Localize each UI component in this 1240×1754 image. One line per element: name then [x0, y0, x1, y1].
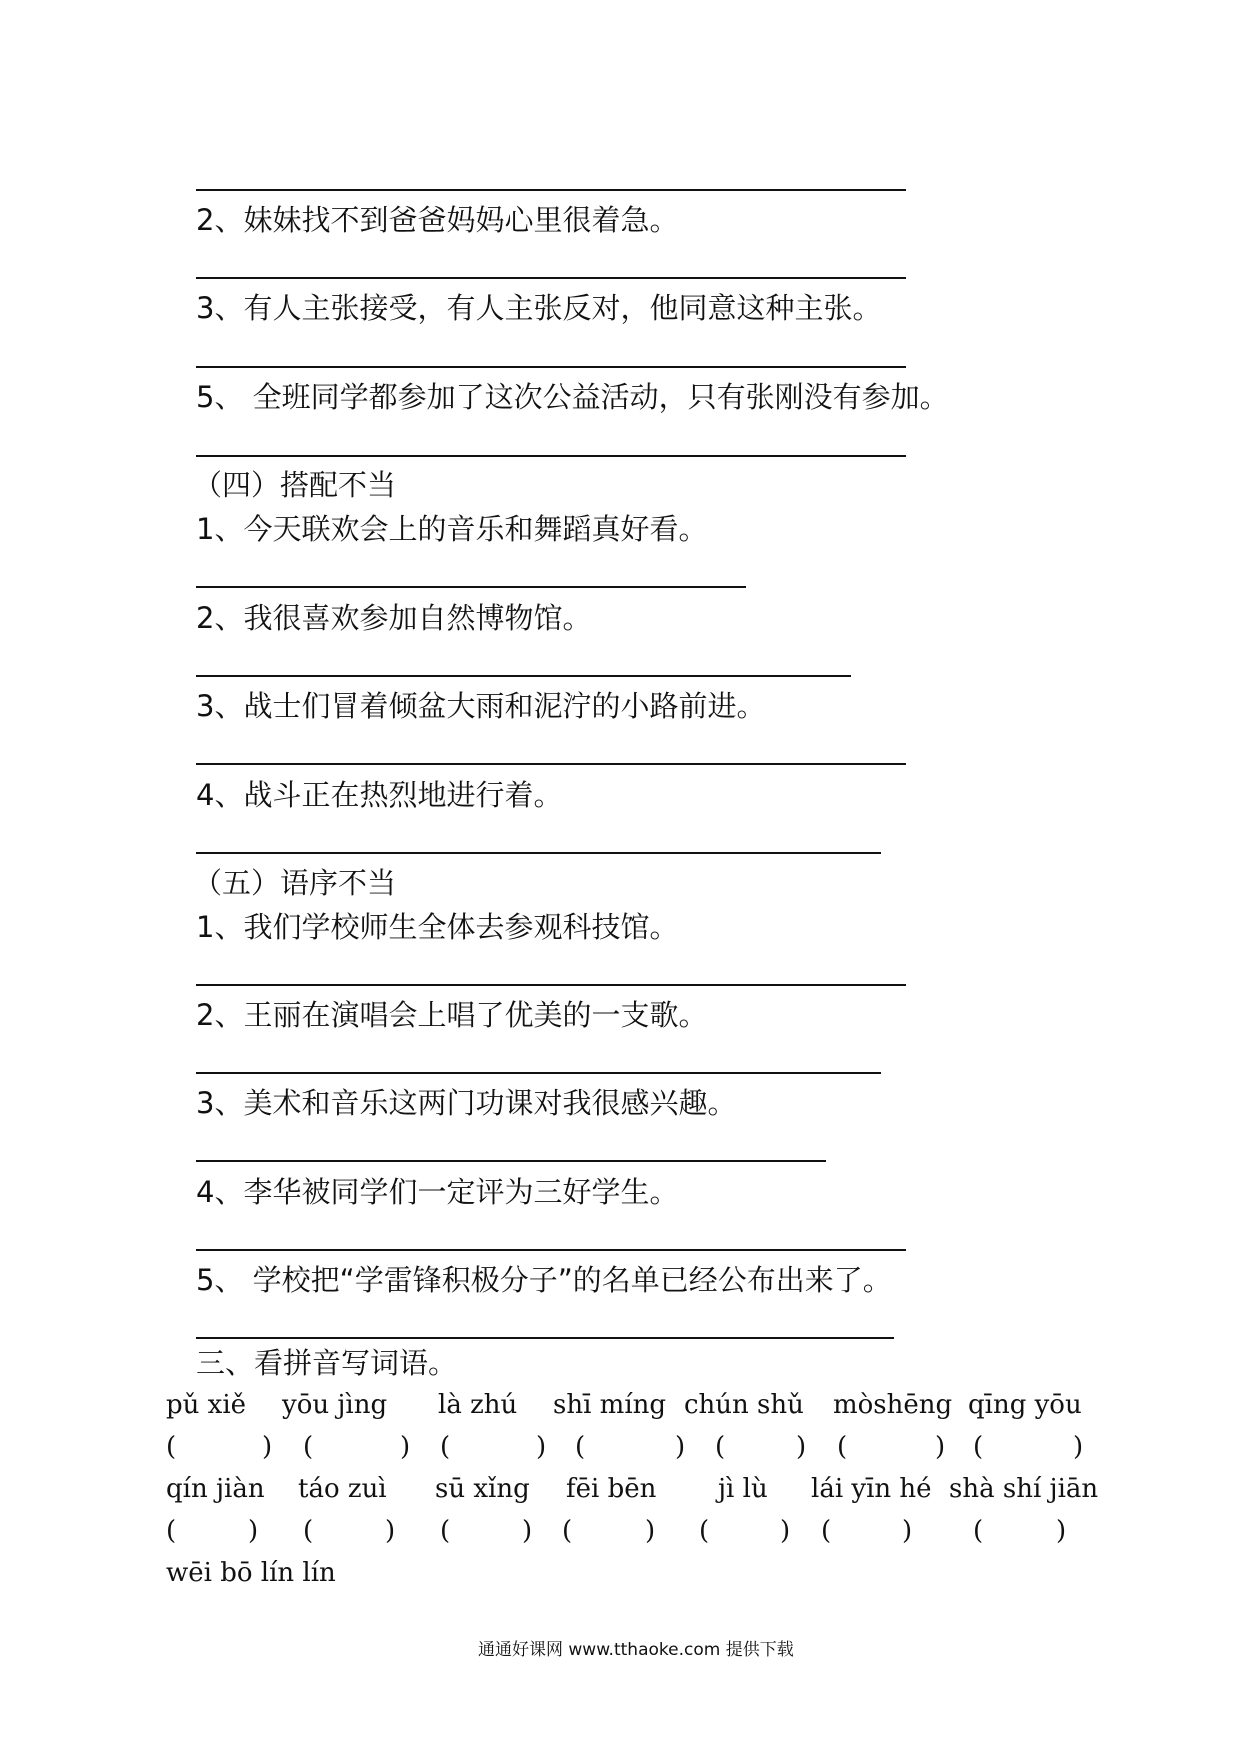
- paren-close: ): [780, 1516, 791, 1546]
- question-text: 3、战士们冒着倾盆大雨和泥泞的小路前进。: [196, 689, 766, 723]
- pinyin-label: táo zuì: [298, 1474, 387, 1504]
- paren-close: ): [902, 1516, 913, 1546]
- pinyin-label: sū xǐng: [435, 1474, 530, 1504]
- section-heading: （四）搭配不当: [193, 468, 397, 502]
- answer-line: [196, 1072, 881, 1074]
- paren-close: ): [522, 1516, 533, 1546]
- answer-line: [196, 455, 906, 457]
- question-text: 2、妹妹找不到爸爸妈妈心里很着急。: [196, 203, 679, 237]
- question-text: 2、我很喜欢参加自然博物馆。: [196, 601, 592, 635]
- paren-open: (: [303, 1432, 314, 1462]
- pinyin-label: qīng yōu: [968, 1390, 1082, 1420]
- paren-open: (: [562, 1516, 573, 1546]
- paren-close: ): [248, 1516, 259, 1546]
- page-footer: 通通好课网 www.tthaoke.com 提供下载: [478, 1640, 794, 1660]
- answer-line: [196, 1337, 894, 1339]
- paren-open: (: [973, 1516, 984, 1546]
- paren-open: (: [715, 1432, 726, 1462]
- section-heading: 三、看拼音写词语。: [196, 1346, 458, 1380]
- pinyin-label: là zhú: [438, 1390, 518, 1420]
- question-text: 1、我们学校师生全体去参观科技馆。: [196, 910, 679, 944]
- question-text: 1、今天联欢会上的音乐和舞蹈真好看。: [196, 512, 708, 546]
- paren-open: (: [821, 1516, 832, 1546]
- paren-close: ): [1056, 1516, 1067, 1546]
- question-text: 5、 学校把“学雷锋积极分子”的名单已经公布出来了。: [196, 1263, 892, 1297]
- answer-line: [196, 763, 906, 765]
- answer-line: [196, 277, 906, 279]
- pinyin-label: yōu jìng: [282, 1390, 388, 1420]
- paren-close: ): [675, 1432, 686, 1462]
- answer-line: [196, 675, 851, 677]
- answer-line: [196, 852, 881, 854]
- pinyin-label: shà shí jiān: [949, 1474, 1099, 1504]
- paren-close: ): [536, 1432, 547, 1462]
- pinyin-label: jì lù: [718, 1474, 768, 1504]
- question-text: 3、有人主张接受，有人主张反对，他同意这种主张。: [196, 291, 882, 325]
- answer-line: [196, 1160, 826, 1162]
- paren-close: ): [262, 1432, 273, 1462]
- paren-close: ): [1073, 1432, 1084, 1462]
- paren-open: (: [440, 1432, 451, 1462]
- paren-close: ): [400, 1432, 411, 1462]
- answer-line: [196, 189, 906, 191]
- paren-open: (: [166, 1432, 177, 1462]
- answer-line: [196, 1249, 906, 1251]
- answer-line: [196, 366, 906, 368]
- answer-line: [196, 984, 906, 986]
- paren-open: (: [837, 1432, 848, 1462]
- paren-close: ): [645, 1516, 656, 1546]
- question-text: 4、战斗正在热烈地进行着。: [196, 778, 563, 812]
- pinyin-label: lái yīn hé: [811, 1474, 932, 1504]
- paren-open: (: [166, 1516, 177, 1546]
- pinyin-label: mòshēng: [833, 1390, 953, 1420]
- pinyin-label: qín jiàn: [166, 1474, 265, 1504]
- pinyin-label: fēi bēn: [566, 1474, 657, 1504]
- question-text: 5、 全班同学都参加了这次公益活动，只有张刚没有参加。: [196, 380, 949, 414]
- question-text: 2、王丽在演唱会上唱了优美的一支歌。: [196, 998, 708, 1032]
- paren-close: ): [385, 1516, 396, 1546]
- paren-open: (: [575, 1432, 586, 1462]
- pinyin-label: chún shǔ: [684, 1390, 804, 1420]
- paren-open: (: [699, 1516, 710, 1546]
- pinyin-label: pǔ xiě: [166, 1390, 247, 1420]
- paren-close: ): [935, 1432, 946, 1462]
- section-heading: （五）语序不当: [193, 866, 397, 900]
- paren-close: ): [796, 1432, 807, 1462]
- pinyin-label: shī míng: [553, 1390, 667, 1420]
- answer-line: [196, 586, 746, 588]
- question-text: 4、李华被同学们一定评为三好学生。: [196, 1175, 679, 1209]
- paren-open: (: [303, 1516, 314, 1546]
- paren-open: (: [973, 1432, 984, 1462]
- paren-open: (: [440, 1516, 451, 1546]
- pinyin-label: wēi bō lín lín: [166, 1558, 336, 1588]
- question-text: 3、美术和音乐这两门功课对我很感兴趣。: [196, 1086, 737, 1120]
